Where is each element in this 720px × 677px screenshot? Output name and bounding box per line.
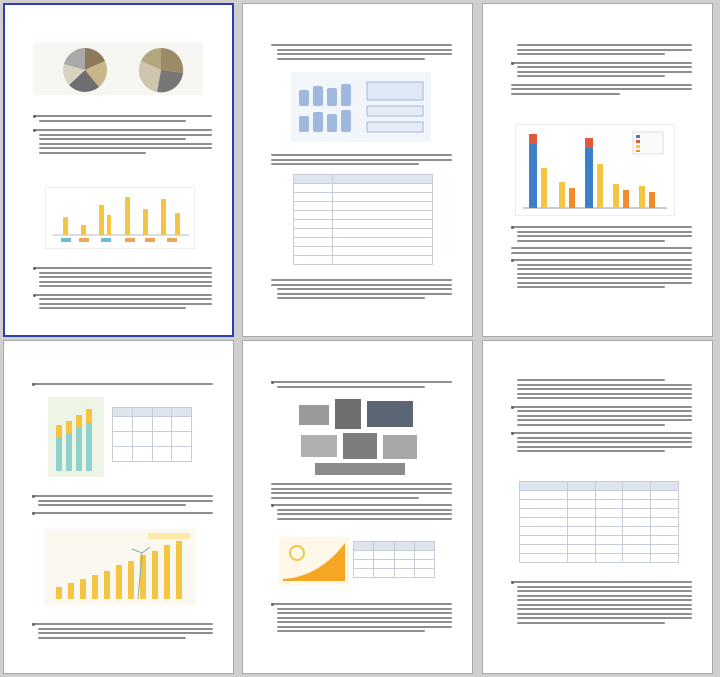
page-3-text-block-b [511, 226, 692, 291]
page-2-text-block-b [271, 154, 452, 168]
page-5-table [353, 541, 435, 578]
page-4-text-block-c [32, 623, 213, 641]
page-thumbnail-3[interactable] [482, 3, 713, 337]
pie-charts-figure [33, 43, 203, 95]
photo-collage-figure [295, 395, 423, 479]
page-6-text-block-a [511, 379, 692, 455]
page-5-text-block-b [271, 483, 452, 522]
page-3-text-block-a [511, 44, 692, 97]
growth-chart-figure [44, 529, 196, 605]
bar-diagram-figure [291, 72, 431, 142]
stacked-area-chart-figure [48, 397, 104, 477]
bar-chart-figure [45, 187, 195, 249]
sun-curve-chart-figure [279, 537, 349, 585]
page-thumbnail-6[interactable] [482, 340, 713, 674]
page-thumbnail-5[interactable] [242, 340, 473, 674]
page-2-table [293, 174, 433, 265]
page-4-text-block-b [32, 495, 213, 516]
page-2-text-block-c [271, 279, 452, 302]
stacked-bar-chart-figure [515, 124, 675, 216]
page-5-text-block-a [271, 381, 452, 390]
page-thumbnail-4[interactable] [3, 340, 234, 674]
page-1-text-block-a [33, 115, 212, 156]
page-thumbnail-2[interactable] [242, 3, 473, 337]
page-6-table [519, 481, 679, 563]
page-thumbnail-1[interactable] [3, 3, 234, 337]
page-2-text-block-a [271, 44, 452, 62]
page-5-text-block-c [271, 603, 452, 635]
page-6-text-block-b [511, 581, 692, 626]
page-1-text-block-b [33, 267, 212, 312]
page-4-table [112, 407, 192, 462]
page-4-text-block-a [32, 383, 213, 388]
